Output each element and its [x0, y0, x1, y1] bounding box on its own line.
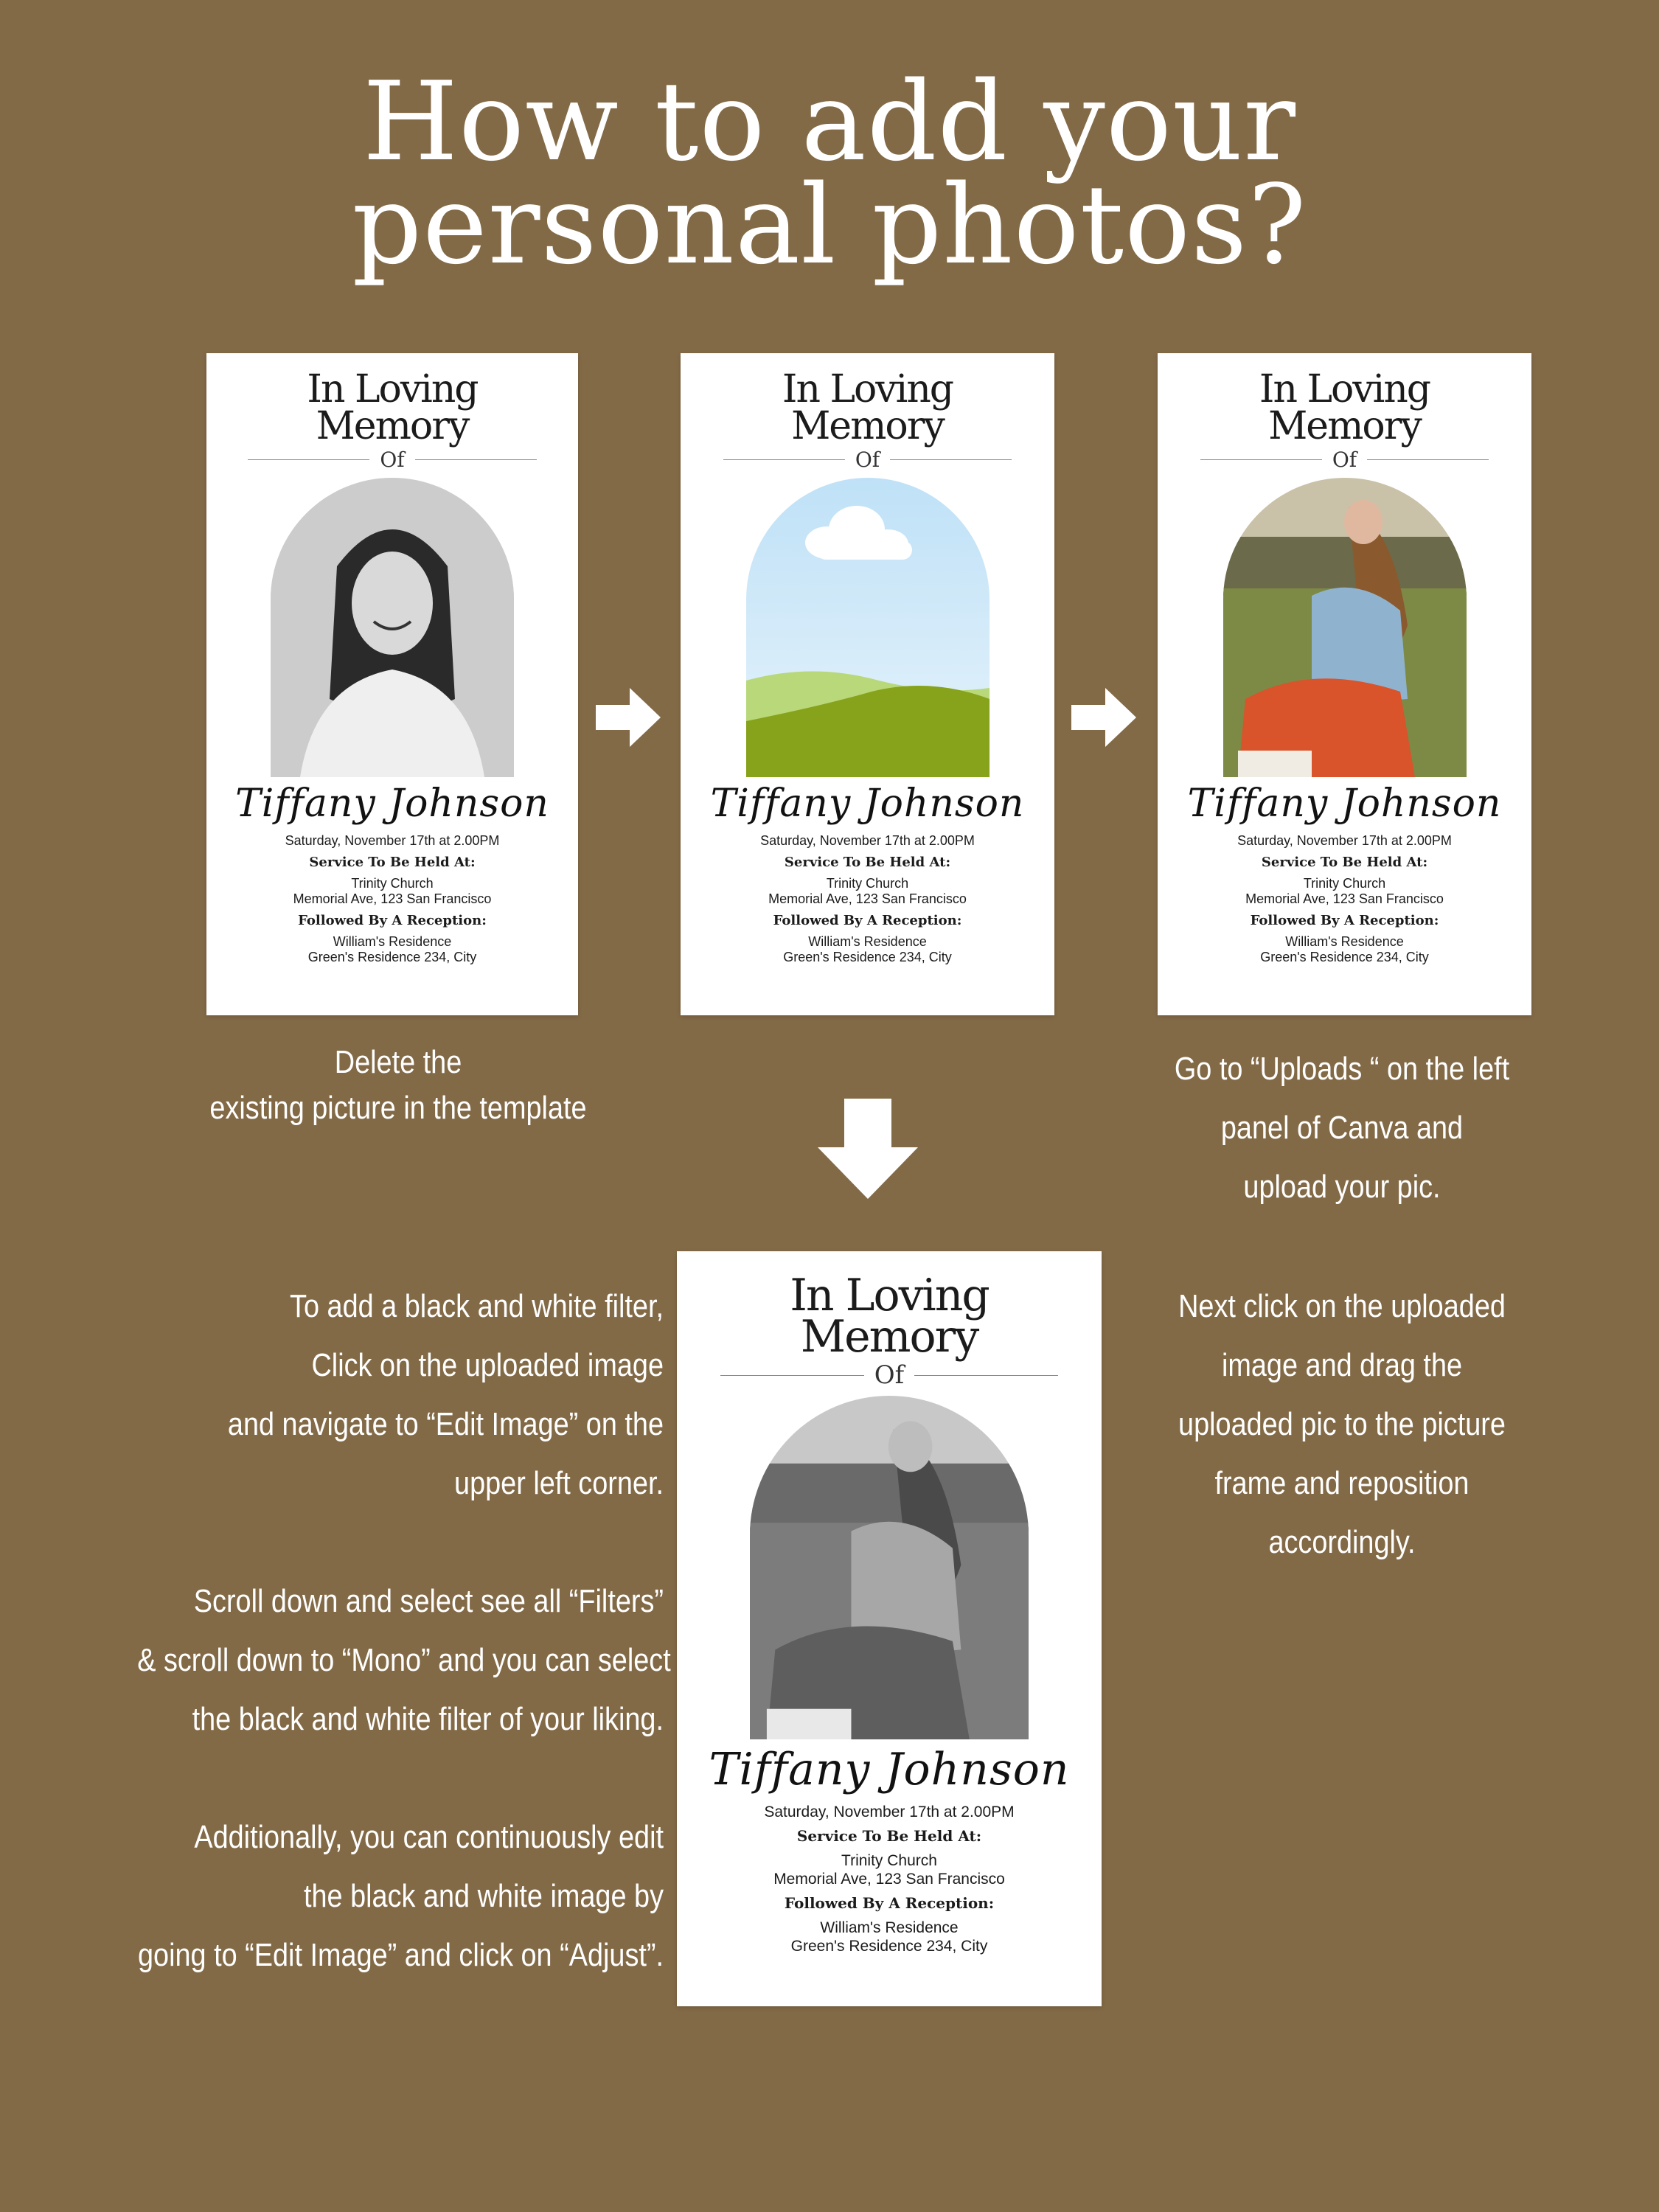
arrow-right-icon [596, 684, 662, 751]
card-heading: In Loving Memory [790, 1270, 989, 1363]
card-details: Saturday, November 17th at 2.00PM Service To Be Held At: Trinity Church Memorial Ave, 123 San Francisco Followed By A Reception: William's Residence Green's Residence 234, City [760, 833, 975, 964]
card-details: Saturday, November 17th at 2.00PM Service To Be Held At: Trinity Church Memorial Ave, 123 San Francisco Followed By A Reception: William's Residence Green's Residence 234, City [1237, 833, 1452, 964]
card-heading: In Loving Memory [307, 367, 478, 448]
photo-frame-uploaded [1223, 478, 1467, 777]
card-name: Tiffany Johnson [1187, 782, 1502, 826]
card-details: Saturday, November 17th at 2.00PM Service To Be Held At: Trinity Church Memorial Ave, 123 San Francisco Followed By A Reception: William's Residence Green's Residence 234, City [285, 833, 500, 964]
photo-frame-original [271, 478, 514, 777]
card-placeholder [681, 353, 1054, 1015]
of-divider: Of [206, 448, 578, 472]
caption-filter-instructions: To add a black and white filter, Click on the uploaded image and navigate to “Edit Image” on the upper left corner. Scroll down and select see all “Filters” & scroll down to “Mono” and you can select the black and white filter of your liking. Additionally, you can continuously edit the black and white image by going to “Edit Image” and click on “Adjust”. [137, 1288, 671, 1973]
card-heading: In Loving Memory [782, 367, 953, 448]
caption-drag-to-frame: Next click on the uploaded image and drag the uploaded pic to the picture frame and reposition accordingly. [1178, 1288, 1506, 1560]
card-mono-filter [677, 1251, 1102, 2006]
card-uploaded [1158, 353, 1531, 1015]
of-divider: Of [1158, 448, 1531, 472]
photo-frame-placeholder [746, 478, 990, 777]
arrow-down-icon [818, 1099, 918, 1199]
card-name: Tiffany Johnson [709, 1744, 1070, 1795]
card-original [206, 353, 578, 1015]
caption-upload: Go to “Uploads “ on the left panel of Canva and upload your pic. [1174, 1051, 1510, 1205]
of-divider: Of [677, 1360, 1102, 1390]
photo-frame-mono [750, 1396, 1029, 1739]
arrow-right-icon [1071, 684, 1138, 751]
of-divider: Of [681, 448, 1054, 472]
card-details: Saturday, November 17th at 2.00PM Service To Be Held At: Trinity Church Memorial Ave, 123 San Francisco Followed By A Reception: William's Residence Green's Residence 234, City [764, 1804, 1015, 1955]
caption-delete-picture: Delete the existing picture in the template [209, 1044, 587, 1126]
card-name: Tiffany Johnson [710, 782, 1025, 826]
title-line-1: How to add your [362, 58, 1297, 185]
card-heading: In Loving Memory [1259, 367, 1430, 448]
card-name: Tiffany Johnson [235, 782, 549, 826]
page-title [0, 58, 1659, 288]
title-line-2: personal photos? [352, 161, 1307, 288]
